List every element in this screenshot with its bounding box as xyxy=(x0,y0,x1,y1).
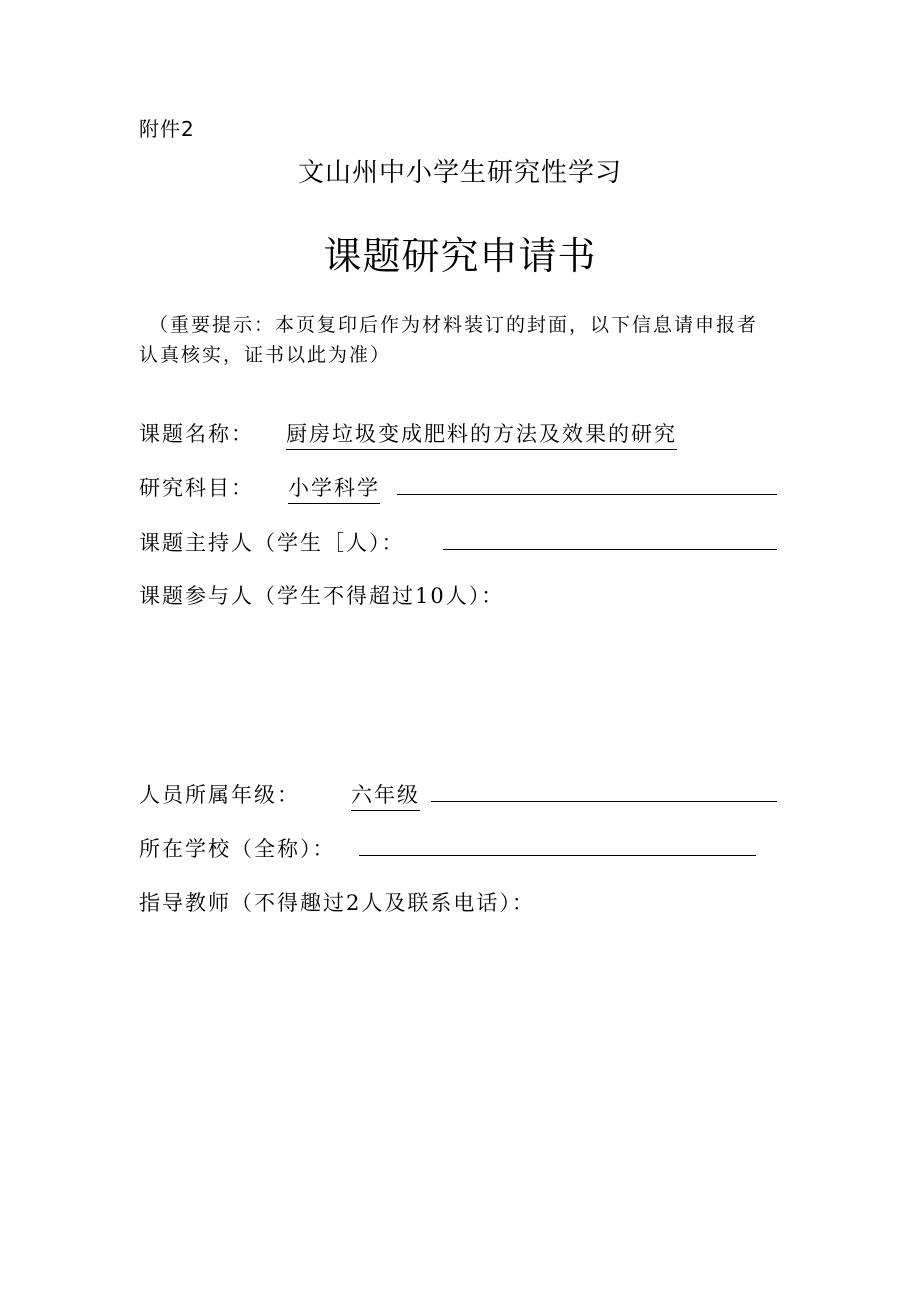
document-title-line2: 课题研究申请书 xyxy=(323,234,597,278)
notice-line2: 认真核实，证书以此为准） xyxy=(139,344,392,366)
subject-value[interactable]: 小学科学 xyxy=(288,472,380,504)
grade-blank-line[interactable] xyxy=(431,801,777,802)
notice-line1: （重要提示：本页复印后作为材料装订的封面，以下信息请申报者 xyxy=(149,314,759,336)
important-notice xyxy=(139,310,789,370)
document-title-line1: 文山州中小学生研究性学习 xyxy=(297,158,622,188)
grade-label: 人员所属年级： xyxy=(139,783,300,807)
host-label: 课题主持人（学生［人）： xyxy=(139,531,405,555)
attachment-label: 附件2 xyxy=(139,117,195,141)
participants-label: 课题参与人（学生不得超过10人）： xyxy=(139,584,505,608)
topic-label: 课题名称： xyxy=(139,422,254,446)
topic-value[interactable]: 厨房垃圾变成肥料的方法及效果的研究 xyxy=(286,418,677,450)
grade-value[interactable]: 六年级 xyxy=(351,779,420,811)
subject-label: 研究科目： xyxy=(139,476,254,500)
subject-blank-line[interactable] xyxy=(397,494,777,495)
school-label: 所在学校（全称）： xyxy=(139,837,336,861)
school-blank-line[interactable] xyxy=(359,855,756,856)
advisor-label: 指导教师（不得趣过2人及联系电话）： xyxy=(139,891,535,915)
host-blank-line[interactable] xyxy=(443,549,777,550)
